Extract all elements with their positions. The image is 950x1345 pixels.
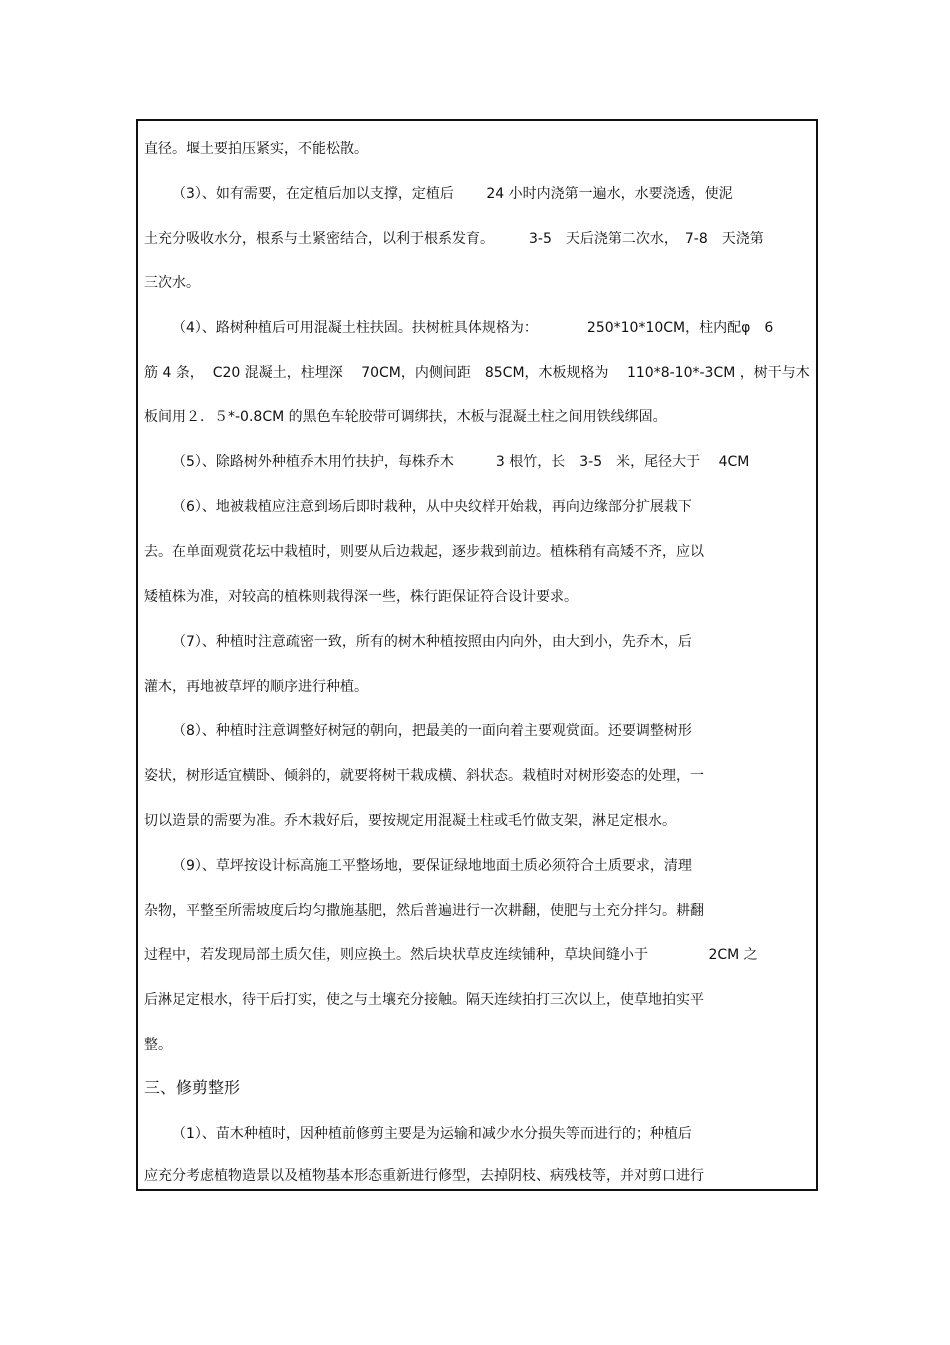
text-line: 直径。堰土要拍压紧实，不能松散。: [144, 141, 368, 157]
text-line: 切以造景的需要为准。乔木栽好后，要按规定用混凝土柱或毛竹做支架，淋足定根水。: [144, 813, 676, 829]
text-line: 三次水。: [144, 275, 200, 291]
text-line: 去。在单面观赏花坛中栽植时，则要从后边栽起，逐步栽到前边。植株稍有高矮不齐，应以: [144, 544, 704, 560]
content-frame: [136, 119, 818, 1191]
text-line: （4）、路树种植后可用混凝土柱扶固。扶树桩具体规格为： 250*10*10CM，柱内配φ 6: [172, 320, 774, 336]
text-line: 筋 4 条， C20 混凝土，柱埋深 70CM，内侧间距 85CM，木板规格为 110*8-10*-3CM ，树干与木: [144, 365, 810, 381]
text-line: （8）、种植时注意调整好树冠的朝向，把最美的一面向着主要观赏面。还要调整树形: [172, 723, 692, 739]
text-line: 杂物，平整至所需坡度后均匀撒施基肥，然后普遍进行一次耕翻，使肥与土充分拌匀。耕翻: [144, 903, 704, 919]
text-line: （9）、草坪按设计标高施工平整场地，要保证绿地地面土质必须符合土质要求，清理: [172, 858, 692, 874]
text-line: 板间用２．５*-0.8CM 的黑色车轮胶带可调绑扶，木板与混凝土柱之间用铁线绑固。: [144, 409, 667, 425]
text-line: 整。: [144, 1037, 172, 1053]
text-line: 姿状，树形适宜横卧、倾斜的，就要将树干栽成横、斜状态。栽植时对树形姿态的处理，一: [144, 768, 704, 784]
text-line: （6）、地被栽植应注意到场后即时栽种，从中央纹样开始栽，再向边缘部分扩展栽下: [172, 499, 692, 515]
text-line: （1）、苗木种植时，因种植前修剪主要是为运输和减少水分损失等而进行的；种植后: [172, 1126, 692, 1142]
text-line: 后淋足定根水，待干后打实，使之与土壤充分接触。隔天连续拍打三次以上，使草地拍实平: [144, 992, 704, 1008]
text-line: 灌木，再地被草坪的顺序进行种植。: [144, 679, 368, 695]
text-line: 过程中，若发现局部土质欠佳，则应换土。然后块状草皮连续铺种，草块间缝小于 2CM 之: [144, 947, 758, 963]
section-heading: 三、修剪整形: [144, 1078, 241, 1097]
text-line: 应充分考虑植物造景以及植物基本形态重新进行修型，去掉阴枝、病残枝等，并对剪口进行: [144, 1168, 704, 1184]
text-line: 土充分吸收水分，根系与土紧密结合，以利于根系发育。 3-5 天后浇第二次水， 7-8 天浇第: [144, 231, 764, 247]
text-line: （7）、种植时注意疏密一致，所有的树木种植按照由内向外，由大到小，先乔木，后: [172, 634, 692, 650]
text-line: 矮植株为准，对较高的植株则栽得深一些，株行距保证符合设计要求。: [144, 589, 578, 605]
text-line: （3）、如有需要，在定植后加以支撑，定植后 24 小时内浇第一遍水，水要浇透，使泥: [172, 186, 733, 202]
text-line: （5）、除路树外种植乔木用竹扶护，每株乔木 3 根竹，长 3-5 米，尾径大于 4CM: [172, 454, 750, 470]
